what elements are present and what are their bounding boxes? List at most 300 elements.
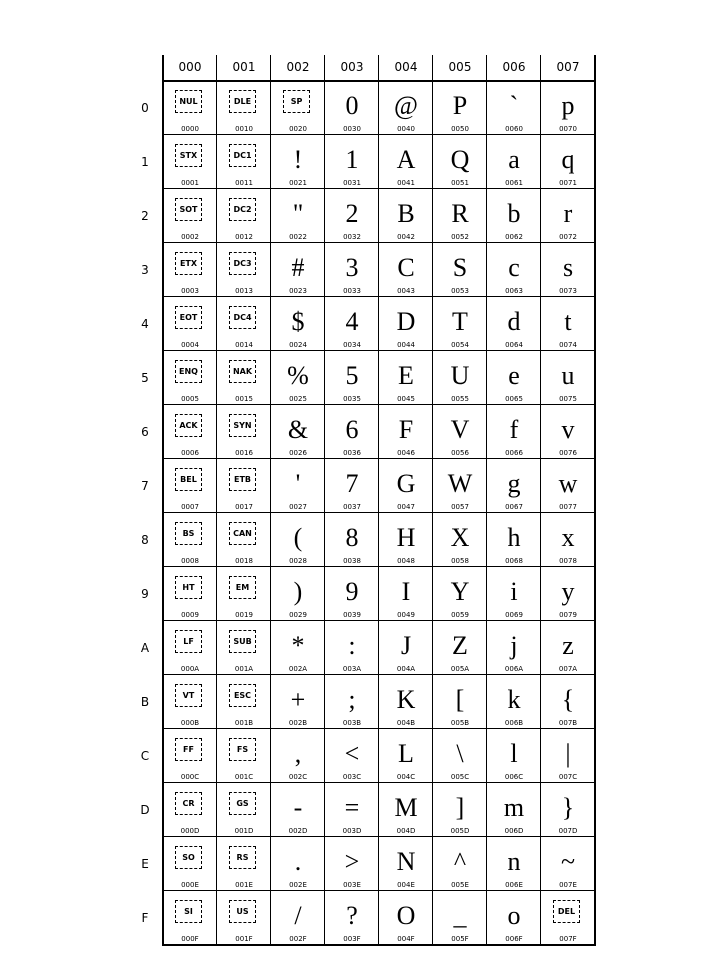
code-cell (325, 243, 379, 297)
character-glyph: a (508, 145, 520, 174)
character-glyph: { (561, 685, 575, 714)
code-cell (541, 135, 595, 189)
code-cell (541, 567, 595, 621)
character-glyph: | (565, 739, 571, 768)
character-glyph: ? (346, 901, 358, 930)
character-glyph: % (287, 361, 309, 390)
code-point-label: 003E (343, 881, 361, 889)
code-point-label: 0001 (181, 179, 199, 187)
code-cell (379, 513, 433, 567)
character-glyph: 4 (345, 307, 359, 336)
character-glyph: M (394, 793, 418, 822)
character-glyph: 0 (345, 91, 359, 120)
character-glyph: [ (455, 685, 465, 714)
grid-line-horizontal (162, 188, 596, 189)
control-char-box: EOT (175, 306, 202, 329)
code-point-label: 001E (235, 881, 253, 889)
code-point-label: 000D (180, 827, 200, 835)
character-glyph: d (507, 307, 521, 336)
code-cell (163, 459, 217, 513)
code-point-label: 0003 (181, 287, 199, 295)
code-cell (325, 837, 379, 891)
code-point-label: 0038 (343, 557, 361, 565)
code-point-label: 003D (342, 827, 362, 835)
code-point-label: 0071 (559, 179, 577, 187)
character-glyph: G (396, 469, 416, 498)
character-glyph: H (396, 523, 416, 552)
character-glyph: U (450, 361, 470, 390)
character-glyph: I (401, 577, 411, 606)
code-point-label: 0023 (289, 287, 307, 295)
code-point-label: 0009 (181, 611, 199, 619)
code-point-label: 005A (450, 665, 470, 673)
code-point-label: 0018 (235, 557, 253, 565)
code-cell (379, 405, 433, 459)
code-cell (379, 297, 433, 351)
code-point-label: 0070 (559, 125, 577, 133)
code-point-label: 003C (342, 773, 362, 781)
code-cell (487, 459, 541, 513)
column-header: 006 (502, 60, 526, 74)
code-point-label: 0026 (289, 449, 307, 457)
code-point-label: 004C (396, 773, 416, 781)
grid-line-horizontal (162, 134, 596, 135)
code-point-label: 000B (180, 719, 200, 727)
code-point-label: 003B (342, 719, 362, 727)
column-header: 001 (232, 60, 256, 74)
code-point-label: 0068 (505, 557, 523, 565)
row-header: 4 (141, 317, 149, 331)
code-cell (379, 675, 433, 729)
code-point-label: 0056 (451, 449, 469, 457)
code-point-label: 0007 (181, 503, 199, 511)
row-header: B (140, 695, 150, 709)
code-cell (541, 351, 595, 405)
code-point-label: 0036 (343, 449, 361, 457)
code-cell (271, 297, 325, 351)
character-glyph: ~ (560, 847, 576, 876)
code-point-label: 0045 (397, 395, 415, 403)
code-cell (217, 351, 271, 405)
character-glyph: ( (293, 523, 303, 552)
character-glyph: g (507, 469, 521, 498)
control-char-box: HT (175, 576, 202, 599)
code-point-label: 0057 (451, 503, 469, 511)
grid-line-horizontal (162, 404, 596, 405)
code-point-label: 007F (559, 935, 577, 943)
character-glyph: * (291, 631, 305, 660)
character-glyph: ' (295, 469, 301, 498)
code-cell (487, 729, 541, 783)
code-point-label: 002D (288, 827, 308, 835)
code-cell (271, 459, 325, 513)
character-glyph: ` (509, 91, 519, 120)
code-cell (541, 189, 595, 243)
code-cell (163, 837, 217, 891)
character-glyph: _ (453, 901, 467, 930)
character-glyph: V (450, 415, 470, 444)
row-header: 9 (141, 587, 149, 601)
character-glyph: k (507, 685, 521, 714)
code-cell (163, 891, 217, 945)
character-glyph: m (503, 793, 525, 822)
code-point-label: 006A (504, 665, 524, 673)
code-point-label: 0041 (397, 179, 415, 187)
code-point-label: 0077 (559, 503, 577, 511)
code-cell (217, 837, 271, 891)
column-header: 000 (178, 60, 202, 74)
character-glyph: f (509, 415, 519, 444)
character-glyph: # (291, 253, 305, 282)
character-glyph: n (507, 847, 521, 876)
code-cell (163, 297, 217, 351)
code-point-label: 0040 (397, 125, 415, 133)
row-header: 2 (141, 209, 149, 223)
code-cell (541, 891, 595, 945)
character-glyph: Y (450, 577, 470, 606)
character-glyph: 1 (345, 145, 359, 174)
code-point-label: 003F (343, 935, 361, 943)
code-point-label: 000C (180, 773, 200, 781)
character-glyph: 3 (345, 253, 359, 282)
code-cell (379, 729, 433, 783)
code-point-label: 0017 (235, 503, 253, 511)
character-glyph: x (561, 523, 575, 552)
code-point-label: 007A (558, 665, 578, 673)
character-glyph: b (507, 199, 521, 228)
code-cell (487, 351, 541, 405)
code-cell (217, 81, 271, 135)
control-char-box: FS (229, 738, 256, 761)
code-point-label: 0035 (343, 395, 361, 403)
character-glyph: $ (291, 307, 305, 336)
character-glyph: 2 (345, 199, 359, 228)
character-glyph: ! (293, 145, 303, 174)
code-point-label: 006B (504, 719, 524, 727)
code-point-label: 002B (288, 719, 308, 727)
code-point-label: 007B (558, 719, 578, 727)
character-glyph: L (398, 739, 414, 768)
code-cell (379, 135, 433, 189)
code-point-label: 0061 (505, 179, 523, 187)
code-cell (541, 783, 595, 837)
code-cell (325, 891, 379, 945)
code-cell (325, 621, 379, 675)
code-cell (325, 297, 379, 351)
code-point-label: 0049 (397, 611, 415, 619)
code-point-label: 0058 (451, 557, 469, 565)
code-point-label: 005C (450, 773, 470, 781)
code-cell (217, 405, 271, 459)
character-glyph: C (397, 253, 415, 282)
code-cell (217, 135, 271, 189)
code-cell (163, 243, 217, 297)
code-point-label: 0047 (397, 503, 415, 511)
code-point-label: 0062 (505, 233, 523, 241)
code-point-label: 001C (234, 773, 254, 781)
code-point-label: 0043 (397, 287, 415, 295)
code-cell (271, 837, 325, 891)
control-char-box: DLE (229, 90, 256, 113)
character-glyph: c (508, 253, 520, 282)
grid-line-horizontal (162, 80, 596, 82)
code-cell (487, 675, 541, 729)
character-glyph: s (562, 253, 574, 282)
code-point-label: 0053 (451, 287, 469, 295)
control-char-box: CAN (229, 522, 256, 545)
code-cell (433, 891, 487, 945)
code-cell (325, 189, 379, 243)
code-cell (487, 243, 541, 297)
code-point-label: 0029 (289, 611, 307, 619)
code-point-label: 006E (505, 881, 523, 889)
code-cell (379, 459, 433, 513)
control-char-box: NUL (175, 90, 202, 113)
character-glyph: B (397, 199, 415, 228)
code-point-label: 0064 (505, 341, 523, 349)
code-cell (433, 621, 487, 675)
grid-line-horizontal (162, 242, 596, 243)
code-point-label: 0048 (397, 557, 415, 565)
code-point-label: 0025 (289, 395, 307, 403)
code-point-label: 0014 (235, 341, 253, 349)
column-header: 007 (556, 60, 580, 74)
control-char-box: DC3 (229, 252, 256, 275)
code-point-label: 002F (289, 935, 307, 943)
code-point-label: 0079 (559, 611, 577, 619)
code-cell (217, 621, 271, 675)
row-header: C (140, 749, 150, 763)
control-char-box: ENQ (175, 360, 202, 383)
code-cell (271, 81, 325, 135)
code-point-label: 0024 (289, 341, 307, 349)
character-glyph: = (344, 793, 360, 822)
code-point-label: 001D (234, 827, 254, 835)
character-glyph: 7 (345, 469, 359, 498)
control-char-box: SOT (175, 198, 202, 221)
column-header: 004 (394, 60, 418, 74)
code-cell (163, 513, 217, 567)
code-point-label: 007D (558, 827, 578, 835)
code-cell (325, 729, 379, 783)
code-cell (271, 729, 325, 783)
code-cell (325, 567, 379, 621)
code-cell (379, 891, 433, 945)
control-char-box: STX (175, 144, 202, 167)
code-cell (433, 513, 487, 567)
control-char-box: US (229, 900, 256, 923)
code-point-label: 0011 (235, 179, 253, 187)
code-point-label: 004D (396, 827, 416, 835)
grid-line-horizontal (162, 674, 596, 675)
code-cell (433, 243, 487, 297)
grid-line-horizontal (162, 620, 596, 621)
code-point-label: 0012 (235, 233, 253, 241)
code-cell (325, 351, 379, 405)
code-point-label: 007C (558, 773, 578, 781)
character-glyph: O (396, 901, 416, 930)
code-cell (487, 135, 541, 189)
control-char-box: SP (283, 90, 310, 113)
control-char-box: FF (175, 738, 202, 761)
code-point-label: 0046 (397, 449, 415, 457)
code-point-label: 0042 (397, 233, 415, 241)
character-glyph: - (293, 793, 303, 822)
code-cell (163, 729, 217, 783)
code-point-label: 000E (181, 881, 199, 889)
control-char-box: SYN (229, 414, 256, 437)
code-cell (487, 891, 541, 945)
row-header: 0 (141, 101, 149, 115)
control-char-box: SI (175, 900, 202, 923)
column-header: 005 (448, 60, 472, 74)
code-cell (433, 405, 487, 459)
character-glyph: 5 (345, 361, 359, 390)
code-cell (271, 243, 325, 297)
character-glyph: y (561, 577, 575, 606)
code-cell (217, 189, 271, 243)
character-glyph: 6 (345, 415, 359, 444)
code-point-label: 0074 (559, 341, 577, 349)
character-glyph: D (396, 307, 416, 336)
code-cell (541, 837, 595, 891)
code-point-label: 0050 (451, 125, 469, 133)
row-header: 5 (141, 371, 149, 385)
control-char-box: BS (175, 522, 202, 545)
code-cell (163, 621, 217, 675)
control-char-box: ETX (175, 252, 202, 275)
code-cell (433, 783, 487, 837)
character-glyph: > (344, 847, 360, 876)
code-point-label: 0059 (451, 611, 469, 619)
code-cell (163, 135, 217, 189)
code-cell (163, 405, 217, 459)
code-cell (217, 675, 271, 729)
code-cell (487, 621, 541, 675)
code-cell (163, 567, 217, 621)
code-point-label: 0032 (343, 233, 361, 241)
code-cell (325, 459, 379, 513)
row-header: 1 (141, 155, 149, 169)
code-point-label: 000F (181, 935, 199, 943)
code-point-label: 0052 (451, 233, 469, 241)
code-cell (271, 783, 325, 837)
character-glyph: } (561, 793, 575, 822)
character-glyph: \ (456, 739, 464, 768)
code-cell (541, 675, 595, 729)
character-glyph: ) (293, 577, 303, 606)
grid-line-horizontal (162, 782, 596, 783)
character-glyph: v (561, 415, 575, 444)
code-cell (217, 243, 271, 297)
code-cell (433, 297, 487, 351)
code-point-label: 0027 (289, 503, 307, 511)
code-cell (217, 783, 271, 837)
code-point-label: 0000 (181, 125, 199, 133)
code-point-label: 0072 (559, 233, 577, 241)
code-cell (487, 783, 541, 837)
character-glyph: K (396, 685, 416, 714)
code-cell (271, 405, 325, 459)
code-cell (487, 837, 541, 891)
character-glyph: q (561, 145, 575, 174)
code-cell (271, 351, 325, 405)
code-cell (379, 837, 433, 891)
code-point-label: 006F (505, 935, 523, 943)
code-point-label: 0015 (235, 395, 253, 403)
character-glyph: p (561, 91, 575, 120)
code-point-label: 007E (559, 881, 577, 889)
character-glyph: + (290, 685, 306, 714)
character-glyph: ] (455, 793, 465, 822)
code-point-label: 004B (396, 719, 416, 727)
character-glyph: P (452, 91, 468, 120)
character-glyph: " (292, 199, 304, 228)
code-point-label: 0055 (451, 395, 469, 403)
control-char-box: DC4 (229, 306, 256, 329)
row-header: D (140, 803, 150, 817)
code-point-label: 004E (397, 881, 415, 889)
code-point-label: 0067 (505, 503, 523, 511)
character-glyph: i (510, 577, 518, 606)
code-cell (163, 783, 217, 837)
code-cell (325, 675, 379, 729)
row-header: 7 (141, 479, 149, 493)
code-point-label: 005D (450, 827, 470, 835)
code-cell (433, 675, 487, 729)
character-glyph: T (452, 307, 468, 336)
code-cell (217, 297, 271, 351)
code-point-label: 0075 (559, 395, 577, 403)
code-cell (325, 81, 379, 135)
code-cell (163, 81, 217, 135)
character-glyph: @ (394, 91, 418, 120)
code-cell (433, 837, 487, 891)
code-cell (217, 729, 271, 783)
code-cell (541, 405, 595, 459)
code-cell (217, 459, 271, 513)
grid-line-horizontal (162, 350, 596, 351)
code-point-label: 0006 (181, 449, 199, 457)
code-point-label: 0051 (451, 179, 469, 187)
control-char-box: ESC (229, 684, 256, 707)
code-cell (271, 135, 325, 189)
character-glyph: : (348, 631, 356, 660)
grid-line-horizontal (162, 458, 596, 459)
code-point-label: 0019 (235, 611, 253, 619)
row-header: 6 (141, 425, 149, 439)
code-cell (433, 351, 487, 405)
code-cell (163, 351, 217, 405)
character-glyph: ^ (453, 847, 467, 876)
character-glyph: W (447, 469, 473, 498)
grid-line-horizontal (162, 566, 596, 567)
code-cell (271, 513, 325, 567)
control-char-box: ACK (175, 414, 202, 437)
control-char-box: EM (229, 576, 256, 599)
code-point-label: 006C (504, 773, 524, 781)
row-header: A (140, 641, 150, 655)
code-point-label: 0022 (289, 233, 307, 241)
code-cell (433, 81, 487, 135)
code-point-label: 002A (288, 665, 308, 673)
control-char-box: BEL (175, 468, 202, 491)
code-cell (217, 513, 271, 567)
code-point-label: 000A (180, 665, 200, 673)
character-glyph: ; (348, 685, 356, 714)
code-point-label: 004F (397, 935, 415, 943)
character-glyph: R (451, 199, 469, 228)
